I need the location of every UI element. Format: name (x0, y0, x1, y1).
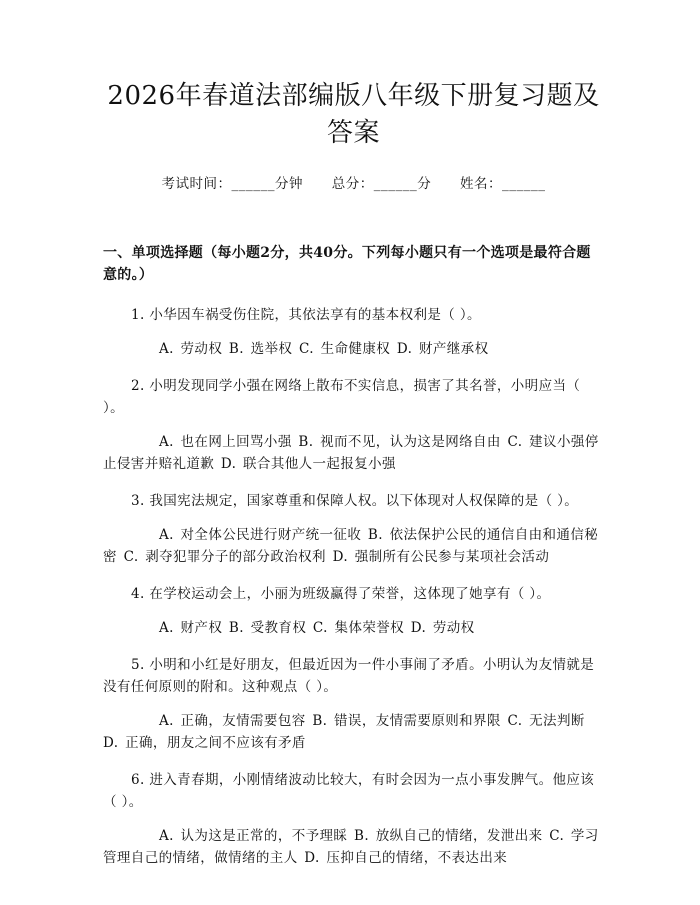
question-6 (103, 769, 604, 869)
question-stem: 4. 在学校运动会上，小丽为班级赢得了荣誉，这体现了她享有（ ）。 (131, 586, 551, 602)
question-options: A. 也在网上回骂小强 B. 视而不见，认为这是网络自由 C. 建议小强停止侵害并赔礼道歉 D. 联合其他人一起报复小强 (103, 434, 599, 472)
exam-info-line: 考试时间：______分钟 总分：______分 姓名：______ (161, 176, 546, 192)
question-1 (103, 304, 604, 360)
question-stem: 3. 我国宪法规定，国家尊重和保障人权。以下体现对人权保障的是（ ）。 (131, 493, 579, 509)
question-options: A. 认为这是正常的，不予理睬 B. 放纵自己的情绪，发泄出来 C. 学习管理自己的情绪，做情绪的主人 D. 压抑自己的情绪，不表达出来 (103, 828, 599, 866)
question-stem: 6. 进入青春期，小刚情绪波动比较大，有时会因为一点小事发脾气。他应该（ ）。 (103, 772, 595, 810)
question-options: A. 正确，友情需要包容 B. 错误，友情需要原则和界限 C. 无法判断 D. 正确，朋友之间不应该有矛盾 (103, 713, 585, 751)
question-5 (103, 654, 604, 754)
section-heading-single-choice: 一、单项选择题（每小题2分，共40分。下列每小题只有一个选项是最符合题意的。） (103, 245, 591, 283)
document-title: 2026年春道法部编版八年级下册复习题及答案 (107, 81, 600, 148)
question-stem: 1. 小华因车祸受伤住院，其依法享有的基本权利是（ ）。 (131, 307, 481, 323)
question-options: A. 财产权 B. 受教育权 C. 集体荣誉权 D. 劳动权 (159, 620, 475, 636)
question-2 (103, 375, 604, 475)
question-4 (103, 583, 604, 639)
question-3 (103, 490, 604, 568)
question-stem: 5. 小明和小红是好朋友，但最近因为一件小事闹了矛盾。小明认为友情就是没有任何原则的附和。这种观点（ ）。 (103, 657, 595, 695)
question-stem: 2. 小明发现同学小强在网络上散布不实信息，损害了其名誉，小明应当（ ）。 (103, 378, 581, 416)
question-options: A. 对全体公民进行财产统一征收 B. 依法保护公民的通信自由和通信秘密 C. 剥夺犯罪分子的部分政治权利 D. 强制所有公民参与某项社会活动 (103, 527, 599, 565)
question-options: A. 劳动权 B. 选举权 C. 生命健康权 D. 财产继承权 (159, 341, 489, 357)
